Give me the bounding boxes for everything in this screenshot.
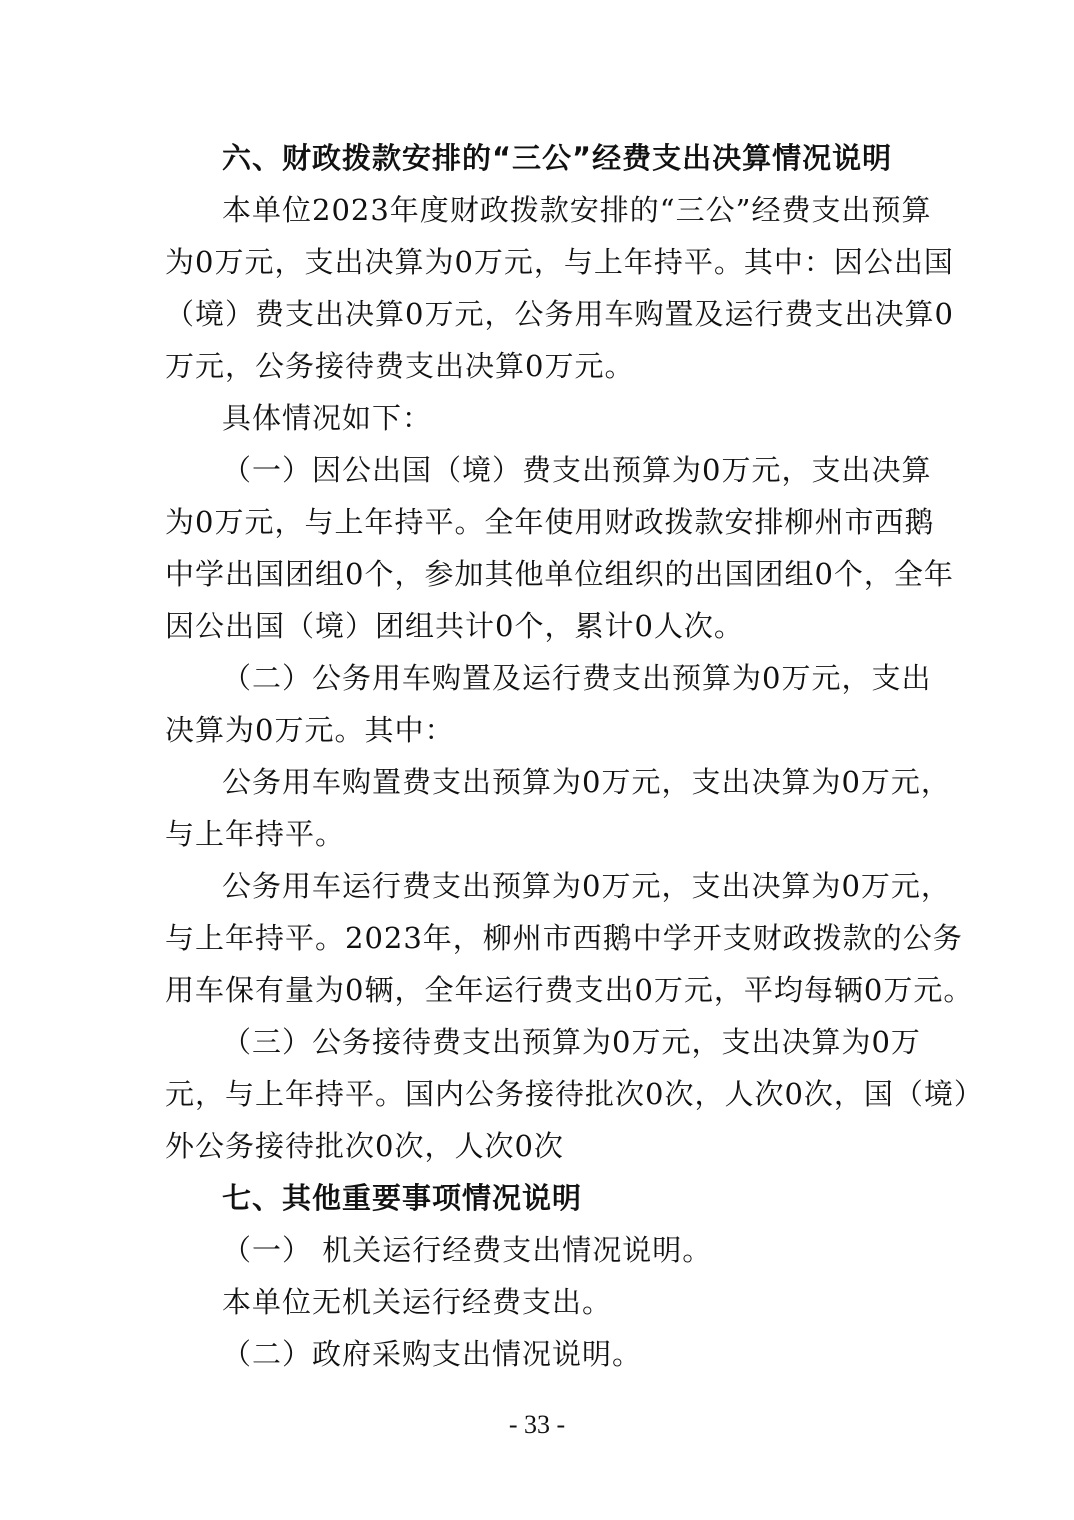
text-line: 为0万元，与上年持平。全年使用财政拨款安排柳州市西鹅 — [165, 505, 935, 539]
section-7-heading: 七、其他重要事项情况说明 — [222, 1181, 583, 1215]
text-line: 本单位2023年度财政拨款安排的“三公”经费支出预算 — [222, 193, 932, 227]
paragraph-reception — [165, 1016, 984, 1172]
paragraph-overseas-travel — [165, 444, 954, 652]
paragraph-summary — [165, 184, 954, 392]
text-line: 决算为0万元。其中： — [165, 713, 455, 747]
operating-costs-text: 本单位无机关运行经费支出。 — [222, 1285, 613, 1319]
text-line: 公务用车运行费支出预算为0万元，支出决算为0万元， — [222, 869, 951, 903]
paragraph-vehicle-purchase — [165, 756, 951, 860]
paragraph-details-intro — [165, 392, 917, 444]
text-line: 与上年持平。 — [165, 817, 346, 851]
text-line: 用车保有量为0辆，全年运行费支出0万元，平均每辆0万元。 — [165, 973, 974, 1007]
text-line: （二）公务用车购置及运行费支出预算为0万元，支出 — [222, 661, 932, 695]
text-line: 公务用车购置费支出预算为0万元，支出决算为0万元， — [222, 765, 951, 799]
text-line: 与上年持平。2023年，柳州市西鹅中学开支财政拨款的公务 — [165, 921, 963, 955]
subheading-procurement: （二）政府采购支出情况说明。 — [222, 1337, 643, 1371]
paragraph-vehicle-operation — [165, 860, 974, 1016]
text-line: 元，与上年持平。国内公务接待批次0次，人次0次，国（境） — [165, 1077, 984, 1111]
section-6-heading: 六、财政拨款安排的“三公”经费支出决算情况说明 — [222, 141, 893, 175]
paragraph-vehicle-costs — [165, 652, 932, 756]
document-body — [165, 132, 984, 1380]
subheading-operating-costs: （一） 机关运行经费支出情况说明。 — [222, 1233, 713, 1267]
text-line: 外公务接待批次0次，人次0次 — [165, 1129, 564, 1163]
text-line: （三）公务接待费支出预算为0万元，支出决算为0万 — [222, 1025, 921, 1059]
text-line: 为0万元，支出决算为0万元，与上年持平。其中：因公出国 — [165, 245, 954, 279]
text-line: （一）因公出国（境）费支出预算为0万元，支出决算 — [222, 453, 932, 487]
text-line: 中学出国团组0个，参加其他单位组织的出国团组0个，全年 — [165, 557, 954, 591]
text-line: 因公出国（境）团组共计0个，累计0人次。 — [165, 609, 744, 643]
page-number: - 33 - — [508, 1410, 566, 1439]
text-line: 万元，公务接待费支出决算0万元。 — [165, 349, 635, 383]
text-line: （境）费支出决算0万元，公务用车购置及运行费支出决算0 — [165, 297, 954, 331]
text-line: 具体情况如下： — [222, 401, 433, 435]
